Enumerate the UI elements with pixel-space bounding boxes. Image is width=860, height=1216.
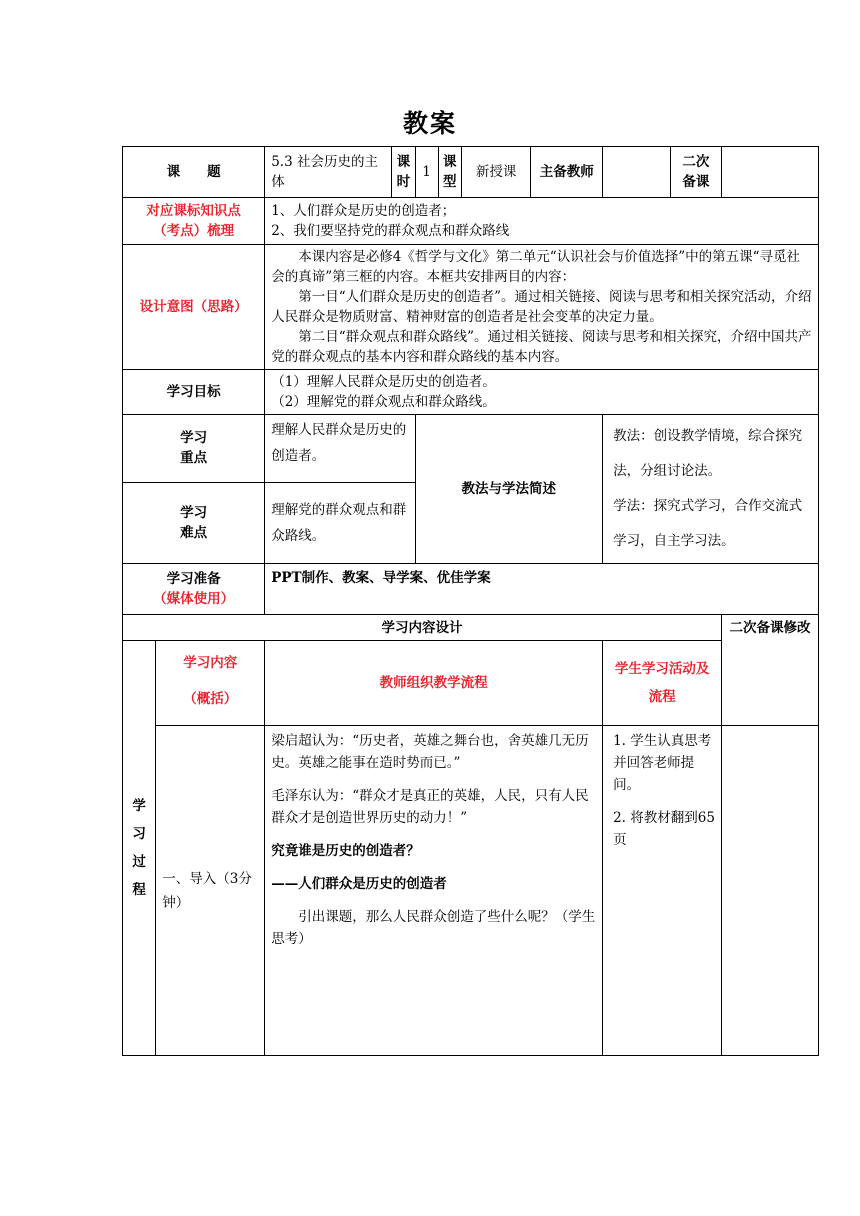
methods-content: [603, 415, 819, 564]
key-point-label: [123, 415, 265, 483]
intro-teacher-flow: [265, 726, 603, 1056]
intro-student-flow: [603, 726, 722, 1056]
objective-item: （1）理解人民群众是历史的创造者。: [271, 374, 496, 390]
design-paragraph: 本课内容是必修4《哲学与文化》第二单元“认识社会与价值选择”中的第五课“寻觅社会的真谛”第三框的内容。本框共安排两目的内容：: [271, 249, 801, 285]
objective-item: （2）理解党的群众观点和群众路线。: [271, 394, 496, 410]
preparation-value: PPT制作、教案、导学案、优佳学案: [265, 564, 819, 615]
standards-label-line2: （考点）梳理: [153, 223, 235, 239]
type-label: 课型: [438, 147, 461, 198]
design-paragraph: 第二目“群众观点和群众路线”。通过相关链接、阅读与思考和相关探究，介绍中国共产党的群众观点的基本内容和群众路线的基本内容。: [271, 329, 812, 365]
objectives-label: 学习目标: [123, 370, 265, 415]
intro-quote: 梁启超认为：“历史者，英雄之舞台也，舍英雄几无历史。英雄之能事在造时势而已。”: [271, 733, 589, 771]
content-column-header: [156, 641, 265, 726]
standards-label-line1: 对应课标知识点: [146, 203, 241, 219]
design-paragraph: 第一目“人们群众是历史的创造者”。通过相关链接、阅读与思考和相关探究活动，介绍人民群众是物质财富、精神财富的创造者是社会变革的决定力量。: [271, 289, 812, 325]
period-label: 课时: [392, 147, 415, 198]
methods-label: 教法与学法简述: [415, 415, 603, 564]
difficulty-label-line1: 学习: [180, 504, 208, 521]
difficulty-label: [123, 482, 265, 563]
intro-question: 究竟谁是历史的创造者？: [271, 843, 420, 859]
intro-answer: ——人们群众是历史的创造者: [271, 876, 447, 892]
key-point-label-line1: 学习: [180, 430, 208, 447]
lead-teacher-value: [603, 147, 671, 198]
type-value: 新授课: [461, 147, 531, 198]
lesson-plan-table: [122, 146, 819, 1056]
objectives-items: [265, 370, 819, 415]
key-point-value: 理解人民群众是历史的创造者。: [265, 415, 415, 483]
design-content: [265, 245, 819, 370]
difficulty-label-line2: 难点: [180, 524, 208, 541]
content-column-line1: 学习内容: [183, 655, 238, 671]
intro-lead: 引出课题，那么人民群众创造了些什么呢？（学生思考）: [271, 909, 596, 947]
intro-stage: 一、导入（3分钟）: [156, 726, 265, 1056]
second-prep-label: 二次备课: [670, 147, 721, 198]
preparation-label-sub: （媒体使用）: [153, 591, 235, 607]
document-title: 教案: [402, 109, 457, 138]
second-prep-value: [722, 147, 819, 198]
design-label: 设计意图（思路）: [123, 245, 265, 370]
standards-item: 2、我们要坚持党的群众观点和群众路线: [271, 223, 510, 239]
difficulty-value: 理解党的群众观点和群众路线。: [265, 482, 415, 563]
teacher-column-header: 教师组织教学流程: [265, 641, 603, 726]
revision-header: 二次备课修改: [722, 615, 819, 726]
standards-item: 1、人们群众是历史的创造者；: [271, 203, 456, 219]
lead-teacher-label: 主备教师: [531, 147, 603, 198]
key-point-label-line2: 重点: [180, 450, 208, 467]
student-step: 2. 将教材翻到65页: [613, 810, 715, 848]
learning-method: 学法：探究式学习，合作交流式学习，自主学习法。: [613, 498, 803, 549]
intro-quote: 毛泽东认为：“群众才是真正的英雄，人民，只有人民群众才是创造世界历史的动力！”: [271, 788, 589, 826]
preparation-label-main: 学习准备: [166, 571, 221, 587]
student-column-header: 学生学习活动及流程: [603, 641, 722, 726]
standards-items: [265, 198, 819, 245]
content-design-header: 学习内容设计: [123, 615, 722, 641]
preparation-label: [123, 564, 265, 615]
student-step: 1. 学生认真思考并回答老师提问。: [613, 733, 712, 793]
standards-label: [123, 198, 265, 245]
topic-label: 课 题: [123, 147, 265, 198]
process-label: 学习过程: [123, 641, 156, 1056]
period-value: 1: [415, 147, 438, 198]
content-column-line2: （概括）: [183, 691, 238, 707]
intro-revision: [722, 726, 819, 1056]
teaching-method: 教法：创设教学情境，综合探究法，分组讨论法。: [613, 428, 803, 479]
topic-value: 5.3 社会历史的主体: [265, 147, 392, 198]
